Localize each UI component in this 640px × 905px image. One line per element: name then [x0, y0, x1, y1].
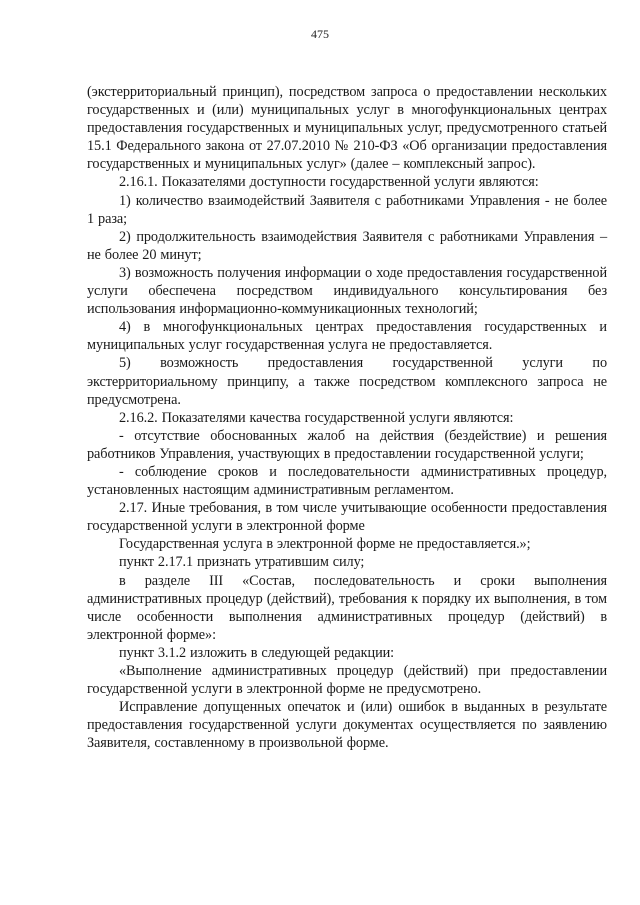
paragraph: в разделе III «Состав, последовательность и сроки выполнения административных процедур (действий), требования к порядку их выполнения, в том числе особенности выполнения административных процедур (действий) в электронной форме»:	[87, 572, 607, 643]
paragraph: 3) возможность получения информации о ходе предоставления государственной услуги обеспечена посредством индивидуального консультирования без использования информационно-коммуникационных технологий;	[87, 264, 607, 318]
paragraph: - отсутствие обоснованных жалоб на действия (бездействие) и решения работников Управления, участвующих в предоставлении государственной услуги;	[87, 427, 607, 462]
paragraph: 2.16.2. Показателями качества государственной услуги являются:	[119, 409, 514, 426]
paragraph: 4) в многофункциональных центрах предоставления государственных и муниципальных услуг государственная услуга не предоставляется.	[87, 319, 607, 354]
paragraph: «Выполнение административных процедур (действий) при предоставлении государственной услуги в электронной форме не предусмотрено.	[87, 663, 607, 698]
paragraph: (экстерриториальный принцип), посредством запроса о предоставлении нескольких государственных и (или) муниципальных услуг в многофункциональных центрах предоставления государственных и муниципальных услуг, предусмотренного статьей 15.1 Федерального закона от 27.07.2010 № 210-ФЗ «Об организации предоставления государственных и муниципальных услуг» (далее – комплексный запрос).	[87, 84, 607, 173]
paragraph: 2.16.1. Показателями доступности государственной услуги являются:	[119, 174, 539, 191]
document-body	[87, 83, 607, 752]
paragraph: 2) продолжительность взаимодействия Заявителя с работниками Управления – не более 20 минут;	[87, 228, 607, 263]
paragraph: пункт 2.17.1 признать утратившим силу;	[119, 554, 365, 571]
paragraph: пункт 3.1.2 изложить в следующей редакции:	[119, 644, 395, 661]
paragraph: Государственная услуга в электронной форме не предоставляется.»;	[119, 536, 531, 553]
paragraph: Исправление допущенных опечаток и (или) ошибок в выданных в результате предоставления государственной услуги документах осуществляется по заявлению Заявителя, составленному в произвольной форме.	[87, 699, 607, 752]
paragraph: - соблюдение сроков и последовательности административных процедур, установленных настоящим административным регламентом.	[87, 463, 607, 499]
paragraph: 5) возможность предоставления государственной услуги по экстерриториальному принципу, а также посредством комплексного запроса не предусмотрена.	[87, 355, 607, 408]
paragraph: 2.17. Иные требования, в том числе учитывающие особенности предоставления государственной услуги в электронной форме	[87, 500, 607, 535]
page-number: 475	[311, 27, 329, 41]
paragraph: 1) количество взаимодействий Заявителя с работниками Управления - не более 1 раза;	[87, 192, 607, 227]
